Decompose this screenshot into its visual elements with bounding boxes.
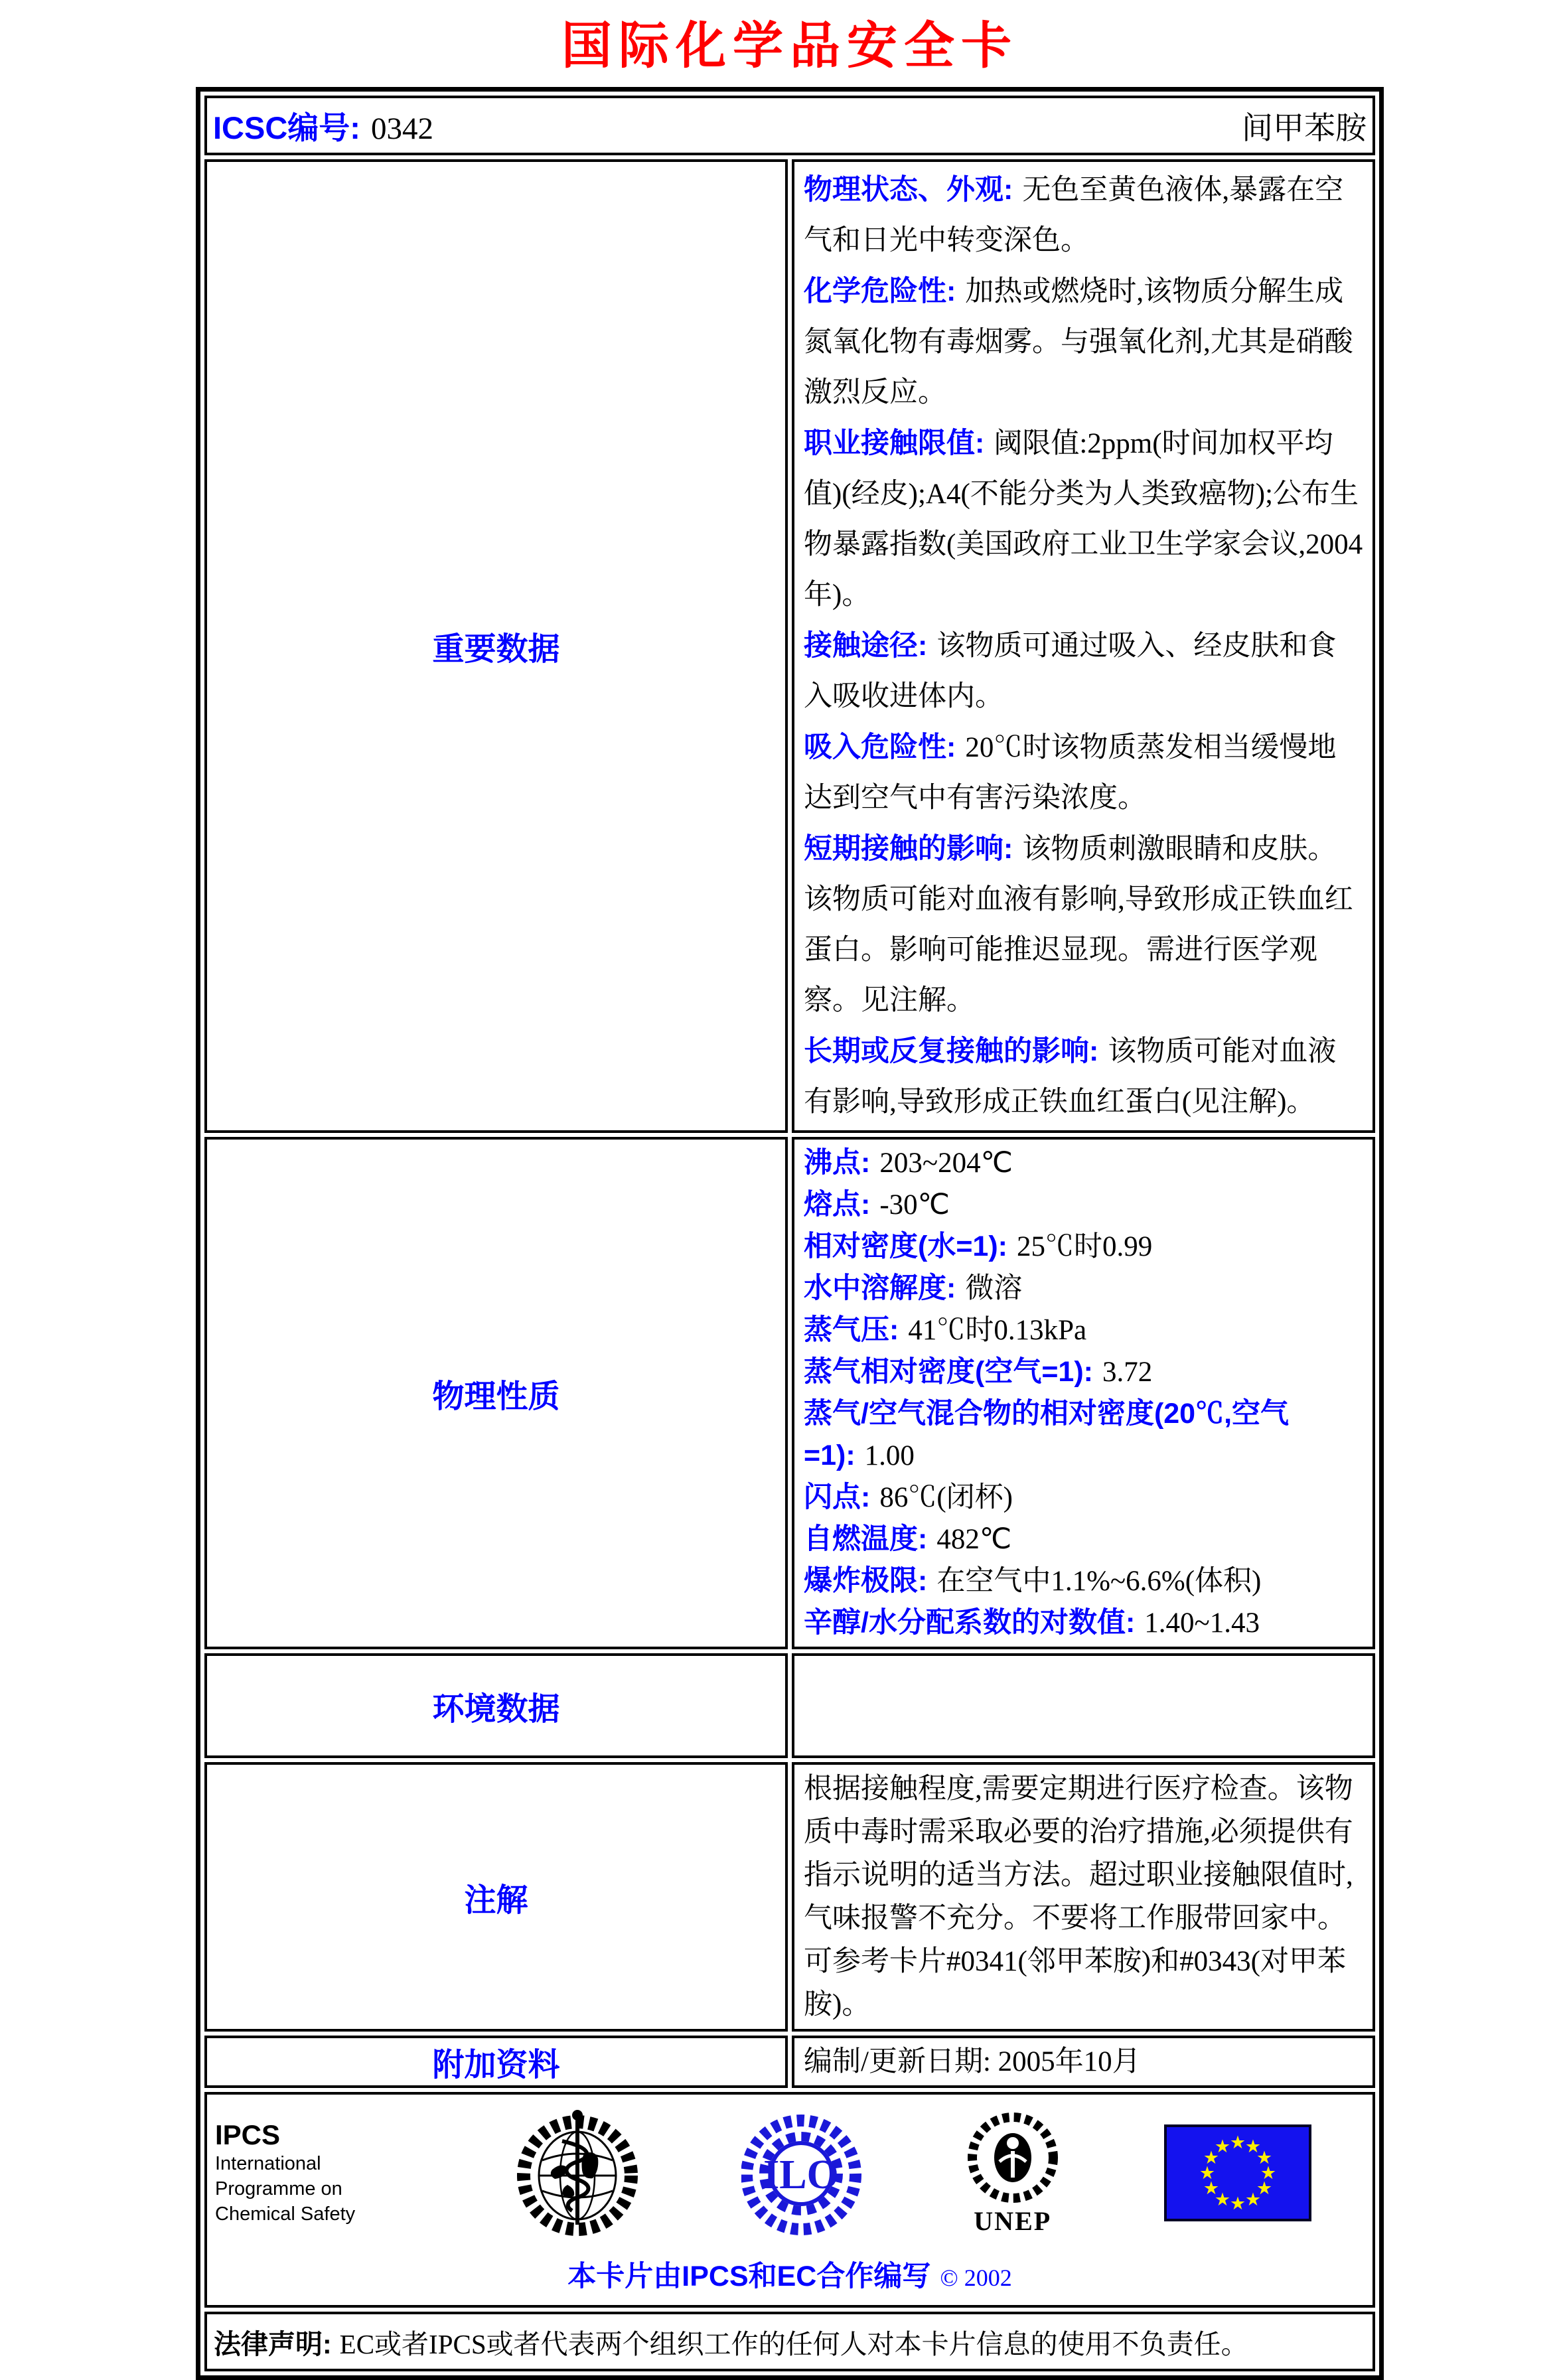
icsc-number-label: ICSC编号: <box>213 110 360 145</box>
legal-text: EC或者IPCS或者代表两个组织工作的任何人对本卡片信息的使用不负责任。 <box>339 2328 1248 2359</box>
chemical-name: 间甲苯胺 <box>1242 111 1367 146</box>
ipcs-line: Chemical Safety <box>215 2203 356 2225</box>
svg-text:★: ★ <box>1244 2136 1262 2157</box>
field-value: 阈限值:2ppm(时间加权平均值)(经皮);A4(不能分类为人类致癌物);公布生物暴露指数(美国政府工业卫生学家会议,2004年)。 <box>804 428 1363 611</box>
field-label: 爆炸极限: <box>804 1565 928 1597</box>
svg-text:★: ★ <box>1244 2190 1262 2210</box>
svg-text:★: ★ <box>1229 2132 1246 2153</box>
field-label: 接触途径: <box>804 630 928 662</box>
field-label: 蒸气/空气混合物的相对密度(20℃,空气=1): <box>804 1398 1290 1471</box>
additional-info-content: 编制/更新日期: 2005年10月 <box>792 2036 1375 2088</box>
section-label-notes: 注解 <box>204 1762 788 2032</box>
field-row <box>804 165 1363 266</box>
svg-text:ILO: ILO <box>763 2152 839 2197</box>
section-label-additional-info: 附加资料 <box>204 2036 788 2088</box>
field-row <box>804 1602 1363 1644</box>
field-row <box>804 1268 1363 1309</box>
field-label: 闪点: <box>804 1481 871 1513</box>
field-value: 25℃时0.99 <box>1016 1231 1153 1262</box>
header-row <box>204 96 1375 155</box>
field-row <box>804 1026 1363 1128</box>
svg-text:★: ★ <box>1203 2148 1220 2168</box>
field-row <box>804 266 1363 418</box>
copyright-text: © 2002 <box>940 2265 1012 2291</box>
ipcs-acronym: IPCS <box>215 2119 281 2150</box>
field-row <box>804 1142 1363 1184</box>
field-label: 辛醇/水分配系数的对数值: <box>804 1607 1136 1639</box>
icsc-card-table <box>196 87 1384 2380</box>
important-data-content <box>792 159 1375 1133</box>
icsc-number-group <box>213 104 433 148</box>
field-row <box>804 418 1363 621</box>
svg-text:★: ★ <box>1199 2163 1216 2184</box>
field-row <box>804 722 1363 824</box>
svg-text:★: ★ <box>1229 2194 1246 2214</box>
svg-text:★: ★ <box>1214 2136 1231 2157</box>
logo-strip <box>207 2104 1373 2242</box>
ipcs-line: International <box>215 2153 321 2174</box>
field-value: 86℃(闭杯) <box>879 1482 1013 1513</box>
notes-text: 根据接触程度,需要定期进行医疗检查。该物质中毒时需采取必要的治疗措施,必须提供有指示说明的适当方法。超过职业接触限值时,气味报警不充分。不要将工作服带回家中。可参考卡片#0341(邻甲苯胺)和#0343(对甲苯胺)。 <box>804 1773 1353 2020</box>
svg-text:★: ★ <box>1214 2190 1231 2210</box>
field-label: 长期或反复接触的影响: <box>804 1035 1099 1067</box>
svg-text:★: ★ <box>1256 2178 1273 2199</box>
svg-text:★: ★ <box>1203 2178 1220 2199</box>
field-row <box>804 1393 1363 1477</box>
field-value: -30℃ <box>879 1189 950 1221</box>
field-value: 1.00 <box>864 1440 915 1471</box>
unep-logo <box>963 2110 1063 2211</box>
physical-properties-content <box>792 1137 1375 1649</box>
environmental-data-content <box>792 1653 1375 1758</box>
field-value: 加热或燃烧时,该物质分解生成氮氧化物有毒烟雾。与强氧化剂,尤其是硝酸激烈反应。 <box>804 276 1353 408</box>
field-value: 无色至黄色液体,暴露在空气和日光中转变深色。 <box>804 175 1344 256</box>
field-label: 水中溶解度: <box>804 1272 956 1304</box>
field-value: 41℃时0.13kPa <box>908 1315 1087 1346</box>
field-label: 熔点: <box>804 1189 871 1221</box>
legal-label: 法律声明: <box>214 2328 332 2359</box>
ipcs-line: Programme on <box>215 2178 342 2199</box>
field-value: 该物质刺激眼睛和皮肤。该物质可能对血液有影响,导致形成正铁血红蛋白。影响可能推迟显现。需进行医学观察。见注解。 <box>804 834 1353 1016</box>
field-label: 相对密度(水=1): <box>804 1230 1007 1262</box>
page-title: 国际化学品安全卡 <box>561 16 1018 75</box>
field-value: 3.72 <box>1102 1357 1153 1388</box>
field-label: 化学危险性: <box>804 275 956 307</box>
caption-text: 本卡片由IPCS和EC合作编写 <box>567 2261 931 2292</box>
field-row <box>804 1309 1363 1351</box>
field-value: 在空气中1.1%~6.6%(体积) <box>936 1566 1262 1597</box>
ipcs-block <box>215 2119 414 2227</box>
field-label: 蒸气相对密度(空气=1): <box>804 1356 1093 1388</box>
field-value: 482℃ <box>936 1524 1012 1555</box>
field-label: 吸入危险性: <box>804 731 956 763</box>
field-row <box>804 621 1363 722</box>
field-row <box>804 1560 1363 1602</box>
section-label-environmental-data: 环境数据 <box>204 1653 788 1758</box>
field-row <box>804 1184 1363 1226</box>
svg-text:★: ★ <box>1256 2148 1273 2168</box>
cooperation-caption <box>207 2254 1373 2294</box>
field-value: 1.40~1.43 <box>1144 1607 1260 1639</box>
field-row <box>804 1519 1363 1560</box>
field-label: 物理状态、外观: <box>804 174 1013 206</box>
field-row <box>804 1477 1363 1519</box>
field-label: 职业接触限值: <box>804 427 985 459</box>
field-value: 该物质可能对血液有影响,导致形成正铁血红蛋白(见注解)。 <box>804 1036 1337 1118</box>
unep-wordmark: UNEP <box>974 2205 1052 2236</box>
section-label-physical-properties: 物理性质 <box>204 1137 788 1649</box>
field-row <box>804 824 1363 1026</box>
field-value: 203~204℃ <box>879 1148 1013 1179</box>
who-logo <box>516 2107 639 2239</box>
field-row <box>804 1351 1363 1393</box>
icsc-number-value: 0342 <box>370 111 433 146</box>
field-value: 20℃时该物质蒸发相当缓慢地达到空气中有害污染浓度。 <box>804 732 1337 814</box>
eu-flag-icon <box>1164 2124 1311 2221</box>
ilo-logo <box>741 2107 861 2239</box>
field-label: 自燃温度: <box>804 1523 928 1555</box>
field-value: 该物质可通过吸入、经皮肤和食入吸收进体内。 <box>804 631 1337 712</box>
organizations-row <box>204 2092 1375 2308</box>
unep-block <box>963 2110 1063 2237</box>
field-label: 短期接触的影响: <box>804 833 1013 865</box>
legal-notice-row <box>204 2312 1375 2371</box>
field-row <box>804 1226 1363 1268</box>
field-label: 蒸气压: <box>804 1314 899 1346</box>
svg-text:★: ★ <box>1260 2163 1277 2184</box>
field-label: 沸点: <box>804 1147 871 1179</box>
section-label-important-data: 重要数据 <box>204 159 788 1133</box>
field-value: 微溶 <box>965 1273 1023 1304</box>
notes-content <box>792 1762 1375 2032</box>
